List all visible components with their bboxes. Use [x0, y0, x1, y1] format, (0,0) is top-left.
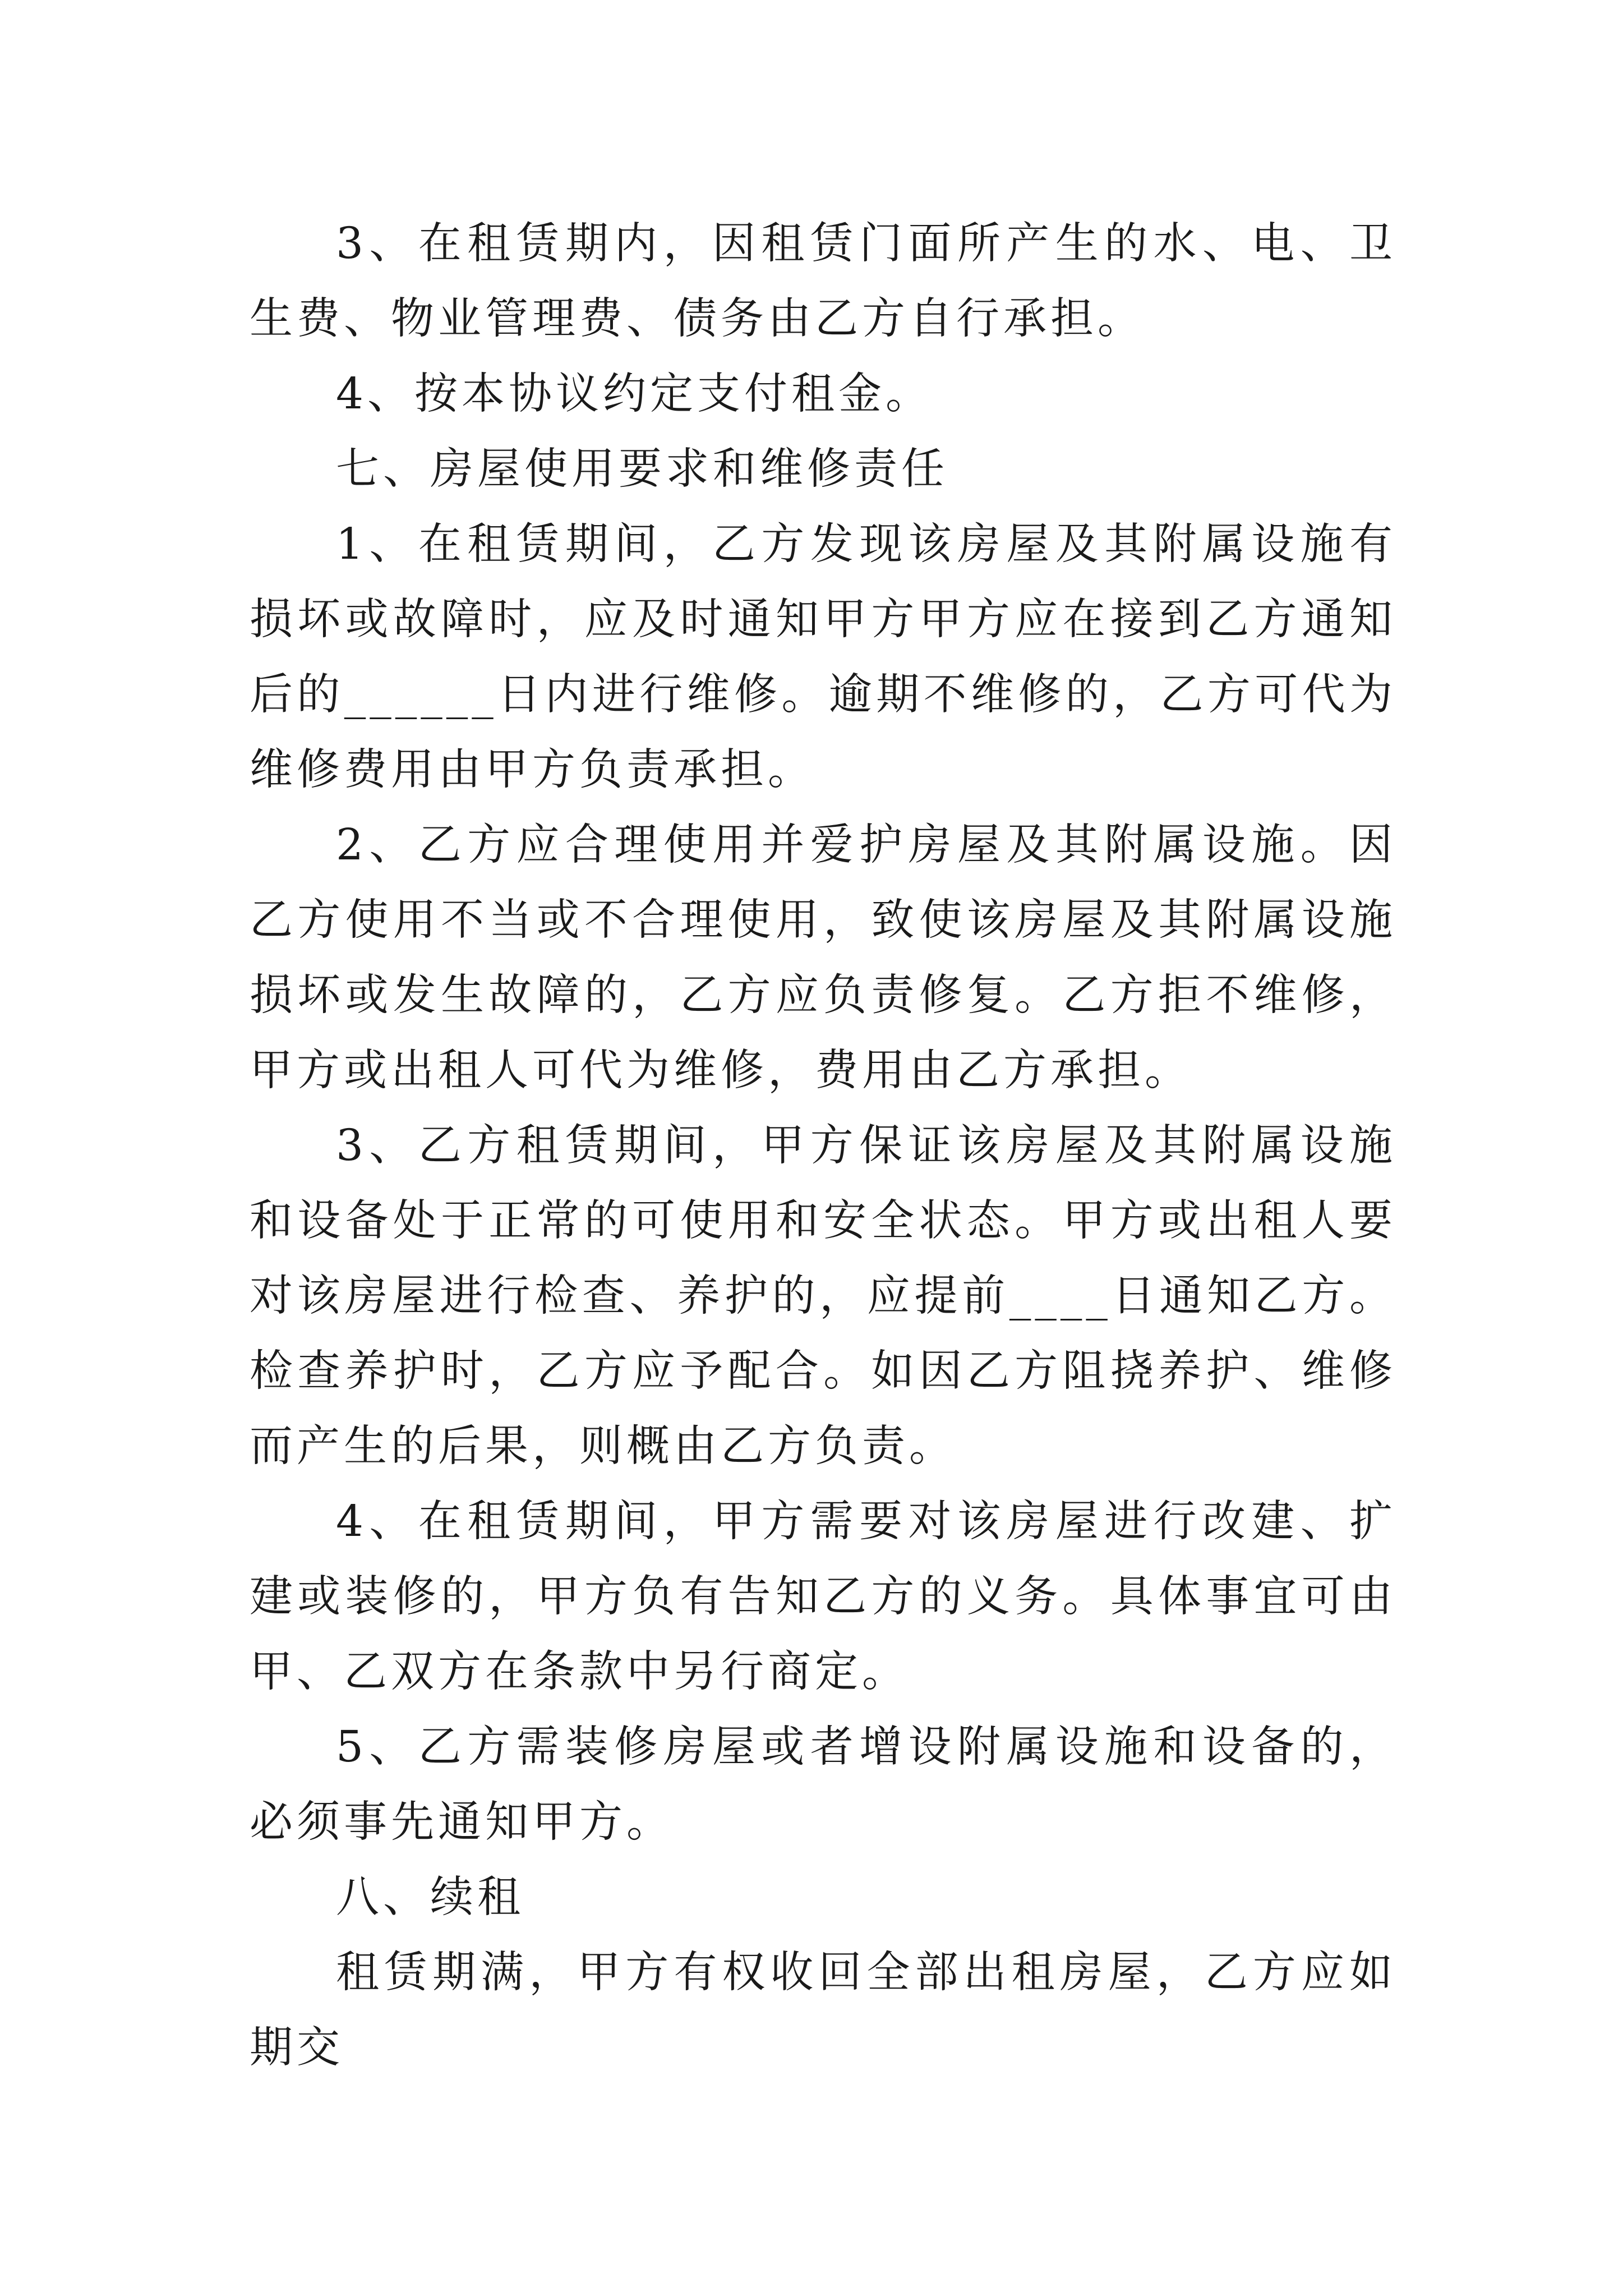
section-heading-8: 八、续租: [336, 1872, 524, 1922]
clause-6-3: 3、在租赁期内，因租赁门面所产生的水、电、卫生费、物业管理费、债务由乙方自行承担。: [250, 219, 1396, 344]
clause-7-5: 5、乙方需装修房屋或者增设附属设施和设备的，必须事先通知甲方。: [250, 1722, 1396, 1847]
clause-7-3: 3、乙方租赁期间，甲方保证该房屋及其附属设施和设备处于正常的可使用和安全状态。甲方或出租人要对该房屋进行检查、养护的，应提前____日通知乙方。检查养护时，乙方应予配合。如因乙方阻挠养护、维修而产生的后果，则概由乙方负责。: [250, 1121, 1396, 1471]
clause-8-body: 租赁期满，甲方有权收回全部出租房屋，乙方应如期交: [250, 1948, 1396, 2073]
clause-7-4: 4、在租赁期间，甲方需要对该房屋进行改建、扩建或装修的，甲方负有告知乙方的义务。具体事宜可由甲、乙双方在条款中另行商定。: [250, 1497, 1396, 1697]
document-body: [250, 206, 1396, 2086]
clause-7-2: 2、乙方应合理使用并爱护房屋及其附属设施。因乙方使用不当或不合理使用，致使该房屋及其附属设施损坏或发生故障的，乙方应负责修复。乙方拒不维修，甲方或出租人可代为维修，费用由乙方承担。: [250, 820, 1396, 1096]
clause-6-4: 4、按本协议约定支付租金。: [336, 369, 933, 419]
section-heading-7: 七、房屋使用要求和维修责任: [336, 444, 948, 494]
clause-7-1: 1、在租赁期间，乙方发现该房屋及其附属设施有损坏或故障时，应及时通知甲方甲方应在接到乙方通知后的______日内进行维修。逾期不维修的，乙方可代为维修费用由甲方负责承担。: [250, 519, 1396, 795]
